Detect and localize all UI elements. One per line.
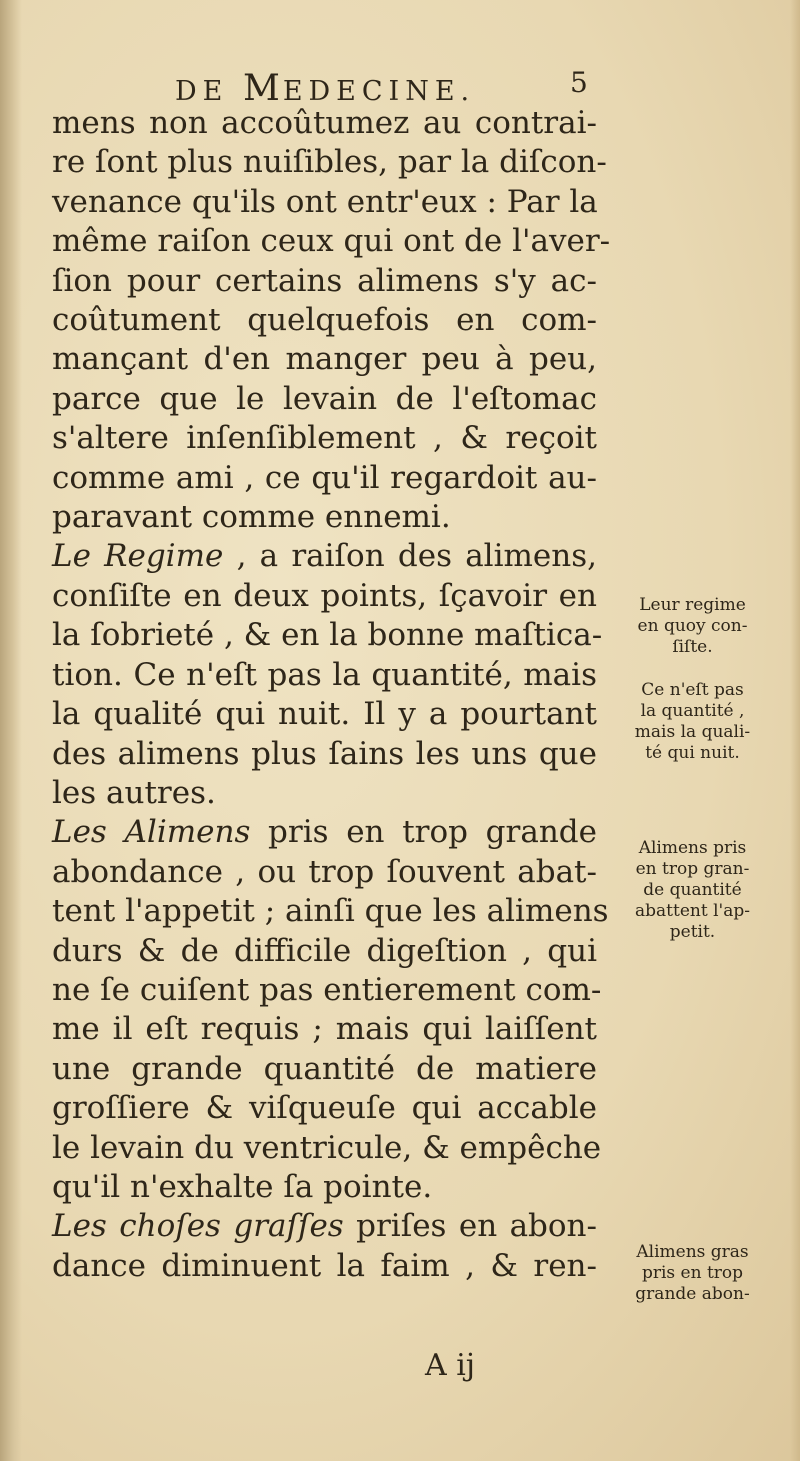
- text-line: [52, 222, 611, 261]
- text-line: [52, 380, 597, 419]
- text-line: [52, 853, 597, 892]
- margin-note-line: Ce n'eſt pas: [641, 680, 744, 700]
- text-run: priſes en abon-: [343, 1208, 598, 1245]
- text-run: venance qu'ils ont entr'eux : Par la: [52, 183, 598, 220]
- text-line: [52, 262, 597, 301]
- text-line: [52, 774, 597, 813]
- margin-note-line: petit.: [669, 922, 716, 942]
- italic-term: Les choſes graſſes: [52, 1208, 344, 1245]
- text-line: [52, 498, 597, 537]
- binding-gutter: [0, 0, 22, 1461]
- text-run: ſion pour certains alimens s'y ac-: [52, 262, 597, 299]
- text-run: qu'il n'exhalte ſa pointe.: [52, 1168, 433, 1205]
- text-line: [52, 1089, 597, 1128]
- margin-note-alimens-pris: [600, 838, 785, 943]
- margin-note-line: en trop gran-: [635, 859, 750, 879]
- text-line: [52, 1010, 597, 1049]
- text-line: [52, 340, 597, 379]
- text-line: [52, 1207, 597, 1246]
- text-run: ne ſe cuiſent pas entierement com-: [52, 971, 602, 1008]
- margin-note-line: ſiſte.: [672, 637, 713, 657]
- text-run: tent l'appetit ; ainſi que les alimens: [52, 893, 609, 930]
- margin-note-line: en quoy con-: [637, 616, 748, 636]
- text-line: [52, 1168, 597, 1207]
- margin-note-line: de quantité: [643, 880, 742, 900]
- text-run: mens non accoûtumez au contrai-: [52, 105, 597, 141]
- text-run: mançant d'en manger peu à peu,: [52, 341, 597, 378]
- text-run: le levain du ventricule, & empêche: [52, 1129, 602, 1166]
- margin-note-line: té qui nuit.: [645, 743, 740, 763]
- text-run: une grande quantité de matiere: [52, 1050, 597, 1087]
- text-run: la ſobrieté , & en la bonne maſtica-: [52, 617, 603, 654]
- text-line: [52, 932, 597, 971]
- text-run: dance diminuent la faim , & ren-: [52, 1247, 597, 1284]
- signature-mark: A ij: [425, 1348, 476, 1383]
- text-line: [52, 656, 597, 695]
- page-edge: [790, 0, 800, 1461]
- text-line: [52, 183, 597, 222]
- text-line: [52, 892, 609, 931]
- text-line: [52, 577, 597, 616]
- text-run: re ſont plus nuiſibles, par la diſcon-: [52, 144, 607, 181]
- text-run: groſſiere & viſqueuſe qui accable: [52, 1090, 597, 1127]
- margin-note-alimens-gras: [600, 1242, 785, 1305]
- margin-note-quantite: [600, 680, 785, 764]
- text-line: [52, 695, 597, 734]
- text-line: [52, 735, 597, 774]
- text-run: la qualité qui nuit. Il y a pourtant: [52, 696, 597, 733]
- italic-term: Le Regime: [52, 538, 224, 575]
- text-line: [52, 419, 597, 458]
- text-run: les autres.: [52, 774, 216, 811]
- text-run: abondance , ou trop ſouvent abat-: [52, 853, 597, 890]
- text-run: coûtument quelquefois en com-: [52, 302, 597, 339]
- text-line: [52, 143, 607, 182]
- margin-note-line: Alimens gras: [636, 1242, 749, 1262]
- text-run: même raiſon ceux qui ont de l'aver-: [52, 223, 611, 260]
- running-title-rest: EDECINE.: [282, 76, 476, 107]
- text-line: [52, 301, 597, 340]
- margin-note-line: mais la quali-: [634, 722, 751, 742]
- text-run: me il eſt requis ; mais qui laiſſent: [52, 1011, 597, 1048]
- page-number: 5: [570, 66, 588, 99]
- text-line: [52, 971, 602, 1010]
- text-run: s'altere inſenſiblement , & reçoit: [52, 420, 597, 457]
- main-text-block: [52, 104, 611, 1286]
- margin-note-line: la quantité ,: [640, 701, 745, 721]
- text-line: [52, 813, 597, 852]
- margin-note-line: Alimens pris: [638, 838, 747, 858]
- italic-term: Les Alimens: [52, 814, 251, 851]
- text-line: [52, 104, 597, 143]
- margin-note-line: abattent l'ap-: [635, 901, 750, 921]
- text-run: pris en trop grande: [250, 814, 597, 851]
- text-line: [52, 537, 597, 576]
- text-line: [52, 616, 603, 655]
- text-run: conſiſte en deux points, ſçavoir en: [52, 577, 597, 614]
- margin-note-line: grande abon-: [635, 1284, 750, 1304]
- margin-note-line: pris en trop: [641, 1263, 744, 1283]
- margin-note-regime: [600, 595, 785, 658]
- text-run: paravant comme ennemi.: [52, 499, 451, 536]
- text-line: [52, 1247, 597, 1286]
- text-line: [52, 459, 597, 498]
- running-title-initial: M: [242, 68, 283, 109]
- running-title: [175, 68, 475, 109]
- text-run: , a raiſon des alimens,: [223, 538, 597, 575]
- margin-note-line: Leur regime: [639, 595, 746, 615]
- text-run: comme ami , ce qu'il regardoit au-: [52, 459, 597, 496]
- running-title-prefix: DE: [175, 76, 229, 107]
- text-line: [52, 1129, 602, 1168]
- text-run: parce que le levain de l'eſtomac: [52, 380, 597, 417]
- text-run: durs & de difficile digeſtion , qui: [52, 932, 597, 969]
- text-line: [52, 1050, 597, 1089]
- text-run: tion. Ce n'eſt pas la quantité, mais: [52, 656, 597, 693]
- text-run: des alimens plus ſains les uns que: [52, 735, 597, 772]
